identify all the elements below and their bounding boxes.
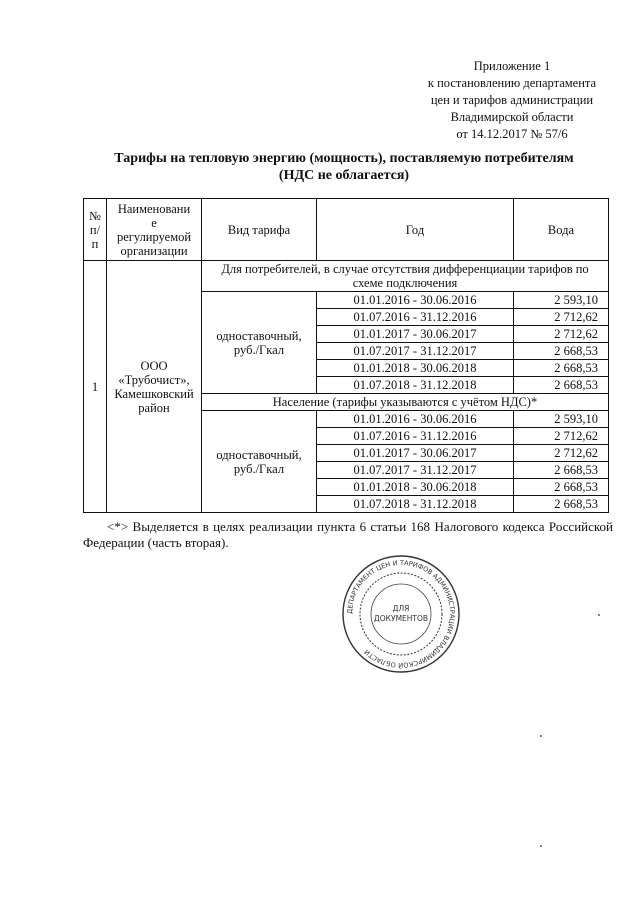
appendix-block	[412, 58, 612, 143]
document-title	[60, 150, 628, 184]
appendix-line: цен и тарифов администрации	[430, 93, 594, 107]
appendix-line: к постановлению департамента	[427, 76, 597, 90]
stamp-ring-text: ДЕПАРТАМЕНТ ЦЕН И ТАРИФОВ АДМИНИСТРАЦИИ ВЛАДИМИРСКОЙ ОБЛАСТИ	[345, 558, 457, 670]
appendix-line: Приложение 1	[473, 59, 551, 73]
tariff-type-cell: одноставочный, руб./Гкал	[202, 292, 317, 394]
value-cell: 2 593,10	[514, 411, 609, 428]
period-cell: 01.07.2016 - 31.12.2016	[317, 309, 514, 326]
header-organization: Наименовани е регулируемой организации	[107, 199, 202, 261]
header-water: Вода	[514, 199, 609, 261]
period-cell: 01.07.2018 - 31.12.2018	[317, 496, 514, 513]
header-number: № п/ п	[84, 199, 107, 261]
section-title-population: Население (тарифы указываются с учётом НДС)*	[202, 394, 609, 411]
period-cell: 01.01.2017 - 30.06.2017	[317, 326, 514, 343]
organization-cell: ООО «Трубочист», Камешковский район	[107, 261, 202, 513]
value-cell: 2 712,62	[514, 445, 609, 462]
period-cell: 01.01.2016 - 30.06.2016	[317, 411, 514, 428]
stamp-center-line-1: ДЛЯ	[392, 604, 410, 613]
value-cell: 2 712,62	[514, 326, 609, 343]
title-line-1: Тарифы на тепловую энергию (мощность), поставляемую потребителям	[114, 151, 574, 166]
period-cell: 01.01.2018 - 30.06.2018	[317, 360, 514, 377]
period-cell: 01.01.2018 - 30.06.2018	[317, 479, 514, 496]
value-cell: 2 668,53	[514, 377, 609, 394]
row-number-cell: 1	[84, 261, 107, 513]
value-cell: 2 668,53	[514, 479, 609, 496]
table-header-row	[84, 199, 609, 261]
scan-speck	[598, 614, 600, 616]
period-cell: 01.07.2017 - 31.12.2017	[317, 343, 514, 360]
section-title-general: Для потребителей, в случае отсутствия дифференциации тарифов по схеме подключения	[202, 261, 609, 292]
header-year: Год	[317, 199, 514, 261]
period-cell: 01.07.2017 - 31.12.2017	[317, 462, 514, 479]
period-cell: 01.01.2016 - 30.06.2016	[317, 292, 514, 309]
scan-speck	[540, 845, 542, 847]
value-cell: 2 668,53	[514, 496, 609, 513]
value-cell: 2 668,53	[514, 462, 609, 479]
value-cell: 2 712,62	[514, 309, 609, 326]
official-stamp	[340, 553, 462, 675]
value-cell: 2 668,53	[514, 360, 609, 377]
period-cell: 01.01.2017 - 30.06.2017	[317, 445, 514, 462]
value-cell: 2 712,62	[514, 428, 609, 445]
title-line-2: (НДС не облагается)	[278, 168, 410, 183]
value-cell: 2 668,53	[514, 343, 609, 360]
period-cell: 01.07.2018 - 31.12.2018	[317, 377, 514, 394]
stamp-center-line-2: ДОКУМЕНТОВ	[373, 614, 429, 623]
appendix-line: от 14.12.2017 № 57/6	[456, 127, 568, 141]
value-cell: 2 593,10	[514, 292, 609, 309]
tariff-type-cell: одноставочный, руб./Гкал	[202, 411, 317, 513]
appendix-line: Владимирской области	[450, 110, 574, 124]
period-cell: 01.07.2016 - 31.12.2016	[317, 428, 514, 445]
section-row	[84, 261, 609, 292]
header-tariff-type: Вид тарифа	[202, 199, 317, 261]
footnote: <*> Выделяется в целях реализации пункта 6 статьи 168 Налогового кодекса Российской Федерации (часть вторая).	[83, 519, 613, 550]
tariff-table	[83, 198, 609, 513]
scan-speck	[540, 735, 542, 737]
